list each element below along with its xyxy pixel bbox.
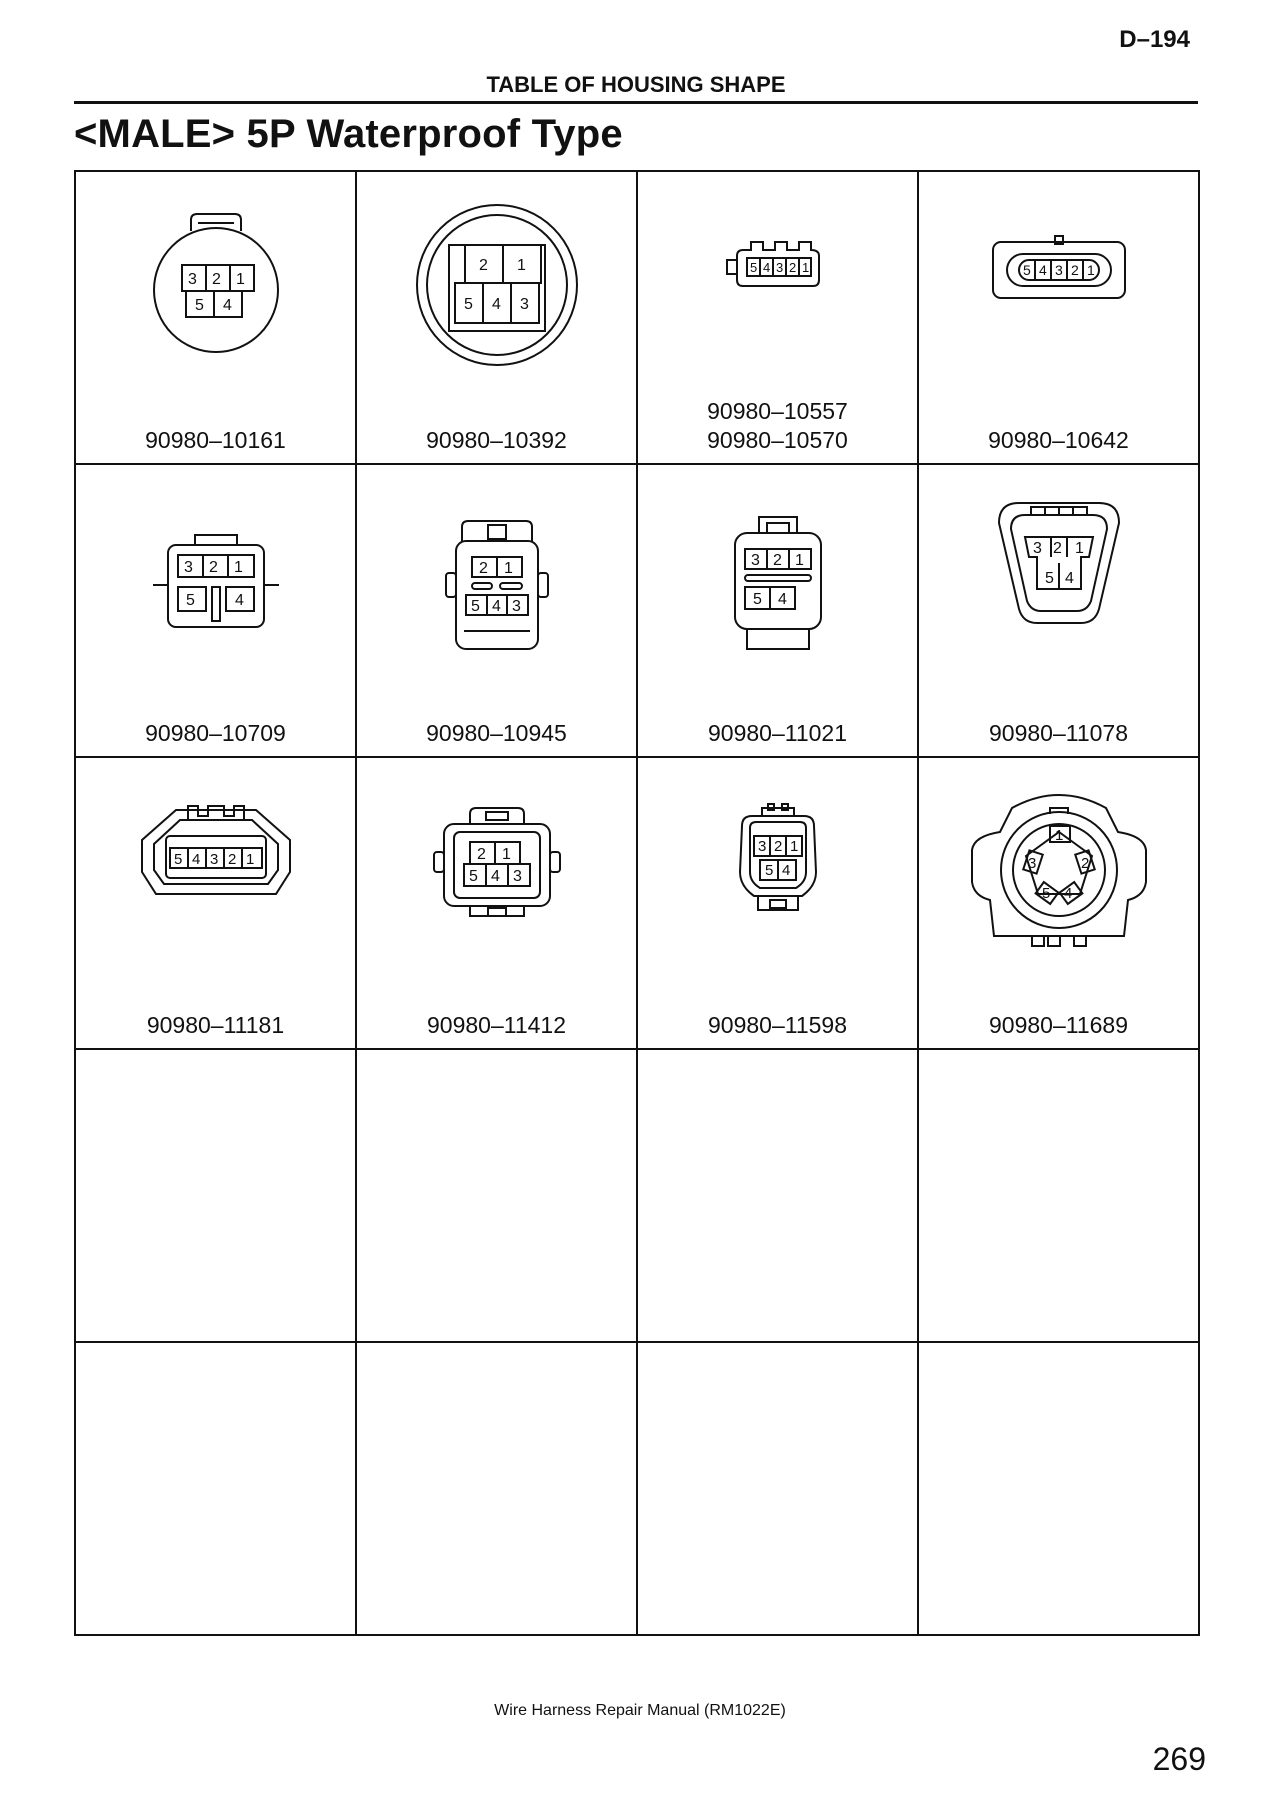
svg-text:3: 3 bbox=[775, 260, 783, 275]
svg-text:4: 4 bbox=[762, 260, 770, 275]
svg-text:4: 4 bbox=[1064, 569, 1074, 587]
svg-text:5: 5 bbox=[752, 590, 762, 608]
page-number: 269 bbox=[1152, 1741, 1206, 1777]
empty-cell bbox=[638, 1343, 919, 1636]
empty-cell bbox=[919, 1050, 1200, 1343]
part-number: 90980–10642 bbox=[988, 426, 1129, 453]
svg-text:1: 1 bbox=[503, 559, 513, 577]
svg-text:2: 2 bbox=[1070, 262, 1079, 278]
svg-text:3: 3 bbox=[1032, 539, 1042, 557]
rect-latch-connector-icon bbox=[442, 493, 552, 653]
small-inline-connector-icon bbox=[723, 200, 833, 320]
tall-latch-connector-icon bbox=[723, 493, 833, 653]
page-title: <MALE> 5P Waterproof Type bbox=[74, 112, 623, 156]
svg-text:2: 2 bbox=[476, 845, 486, 863]
svg-text:3: 3 bbox=[519, 296, 529, 313]
svg-text:4: 4 bbox=[781, 861, 790, 879]
svg-text:2: 2 bbox=[227, 850, 236, 868]
svg-text:4: 4 bbox=[1063, 884, 1072, 902]
part-number: 90980–11598 bbox=[708, 1012, 847, 1039]
svg-text:1: 1 bbox=[235, 271, 245, 288]
svg-text:1: 1 bbox=[245, 850, 254, 868]
svg-text:1: 1 bbox=[516, 257, 526, 274]
svg-text:4: 4 bbox=[234, 591, 244, 609]
table-cell bbox=[357, 758, 638, 1051]
table-cell bbox=[357, 172, 638, 465]
svg-text:4: 4 bbox=[222, 297, 232, 314]
pentagon-round-connector-icon bbox=[964, 786, 1154, 956]
housing-table bbox=[74, 170, 1200, 1636]
svg-text:1: 1 bbox=[1074, 539, 1084, 557]
round-handle-connector-icon bbox=[141, 200, 291, 360]
svg-text:3: 3 bbox=[183, 558, 193, 576]
oval-inline-connector-icon bbox=[989, 200, 1129, 320]
svg-text:2: 2 bbox=[772, 551, 782, 569]
svg-text:5: 5 bbox=[749, 260, 757, 275]
svg-text:5: 5 bbox=[470, 597, 480, 615]
svg-text:4: 4 bbox=[490, 867, 500, 885]
svg-text:3: 3 bbox=[1027, 854, 1036, 872]
svg-text:1: 1 bbox=[233, 558, 243, 576]
square-split-connector-icon bbox=[151, 493, 281, 633]
footer-manual-title: Wire Harness Repair Manual (RM1022E) bbox=[494, 1702, 786, 1719]
svg-text:3: 3 bbox=[1054, 262, 1063, 278]
svg-text:2: 2 bbox=[1080, 854, 1089, 872]
svg-text:2: 2 bbox=[478, 257, 488, 274]
table-cell bbox=[638, 172, 919, 465]
table-cell bbox=[76, 758, 357, 1051]
part-number: 90980–10557 bbox=[707, 397, 848, 424]
empty-cell bbox=[638, 1050, 919, 1343]
svg-text:2: 2 bbox=[1052, 539, 1062, 557]
empty-cell bbox=[357, 1343, 638, 1636]
svg-text:2: 2 bbox=[208, 558, 218, 576]
table-cell bbox=[919, 172, 1200, 465]
svg-text:5: 5 bbox=[1044, 569, 1054, 587]
svg-text:1: 1 bbox=[801, 260, 809, 275]
table-cell bbox=[357, 465, 638, 758]
wide-inline-connector-icon bbox=[136, 786, 296, 906]
svg-text:5: 5 bbox=[1041, 884, 1050, 902]
svg-text:3: 3 bbox=[187, 271, 197, 288]
svg-text:1: 1 bbox=[789, 837, 798, 855]
svg-text:3: 3 bbox=[209, 850, 218, 868]
svg-text:1: 1 bbox=[1086, 262, 1095, 278]
svg-text:5: 5 bbox=[185, 591, 195, 609]
svg-text:2: 2 bbox=[211, 271, 221, 288]
header-rule bbox=[74, 101, 1198, 104]
svg-text:2: 2 bbox=[478, 559, 488, 577]
table-cell bbox=[638, 465, 919, 758]
part-number: 90980–11412 bbox=[427, 1012, 566, 1039]
round-ring-connector-icon bbox=[412, 200, 582, 375]
svg-text:3: 3 bbox=[750, 551, 760, 569]
table-cell bbox=[76, 465, 357, 758]
svg-text:2: 2 bbox=[773, 837, 782, 855]
part-number: 90980–11021 bbox=[708, 719, 847, 746]
part-number: 90980–10709 bbox=[145, 719, 286, 746]
part-number: 90980–10392 bbox=[426, 426, 567, 453]
svg-text:5: 5 bbox=[463, 296, 473, 313]
svg-text:5: 5 bbox=[173, 850, 182, 868]
svg-text:4: 4 bbox=[491, 597, 501, 615]
part-number: 90980–11689 bbox=[989, 1012, 1128, 1039]
svg-text:5: 5 bbox=[1022, 262, 1031, 278]
svg-text:2: 2 bbox=[788, 260, 796, 275]
part-number: 90980–10161 bbox=[145, 426, 286, 453]
table-cell bbox=[638, 758, 919, 1051]
section-heading: TABLE OF HOUSING SHAPE bbox=[486, 72, 786, 97]
table-cell bbox=[919, 758, 1200, 1051]
empty-cell bbox=[76, 1050, 357, 1343]
part-number: 90980–10570 bbox=[707, 426, 848, 453]
svg-text:4: 4 bbox=[191, 850, 200, 868]
square-latch-connector-icon bbox=[432, 786, 562, 926]
part-number: 90980–11078 bbox=[989, 719, 1128, 746]
svg-text:5: 5 bbox=[194, 297, 204, 314]
svg-text:1: 1 bbox=[1054, 826, 1063, 844]
svg-text:5: 5 bbox=[468, 867, 478, 885]
empty-cell bbox=[357, 1050, 638, 1343]
compact-latch-connector-icon bbox=[728, 786, 828, 936]
empty-cell bbox=[919, 1343, 1200, 1636]
part-number: 90980–10945 bbox=[426, 719, 567, 746]
shield-connector-icon bbox=[989, 493, 1129, 633]
empty-cell bbox=[76, 1343, 357, 1636]
page-code: D–194 bbox=[1119, 26, 1190, 53]
svg-text:3: 3 bbox=[757, 837, 766, 855]
svg-text:1: 1 bbox=[501, 845, 511, 863]
table-cell bbox=[76, 172, 357, 465]
part-number: 90980–11181 bbox=[146, 1012, 285, 1039]
table-cell bbox=[919, 465, 1200, 758]
svg-text:1: 1 bbox=[794, 551, 804, 569]
svg-text:5: 5 bbox=[764, 861, 773, 879]
svg-text:4: 4 bbox=[491, 296, 501, 313]
svg-text:3: 3 bbox=[511, 597, 521, 615]
svg-text:3: 3 bbox=[512, 867, 522, 885]
svg-text:4: 4 bbox=[777, 590, 787, 608]
svg-text:4: 4 bbox=[1038, 262, 1047, 278]
